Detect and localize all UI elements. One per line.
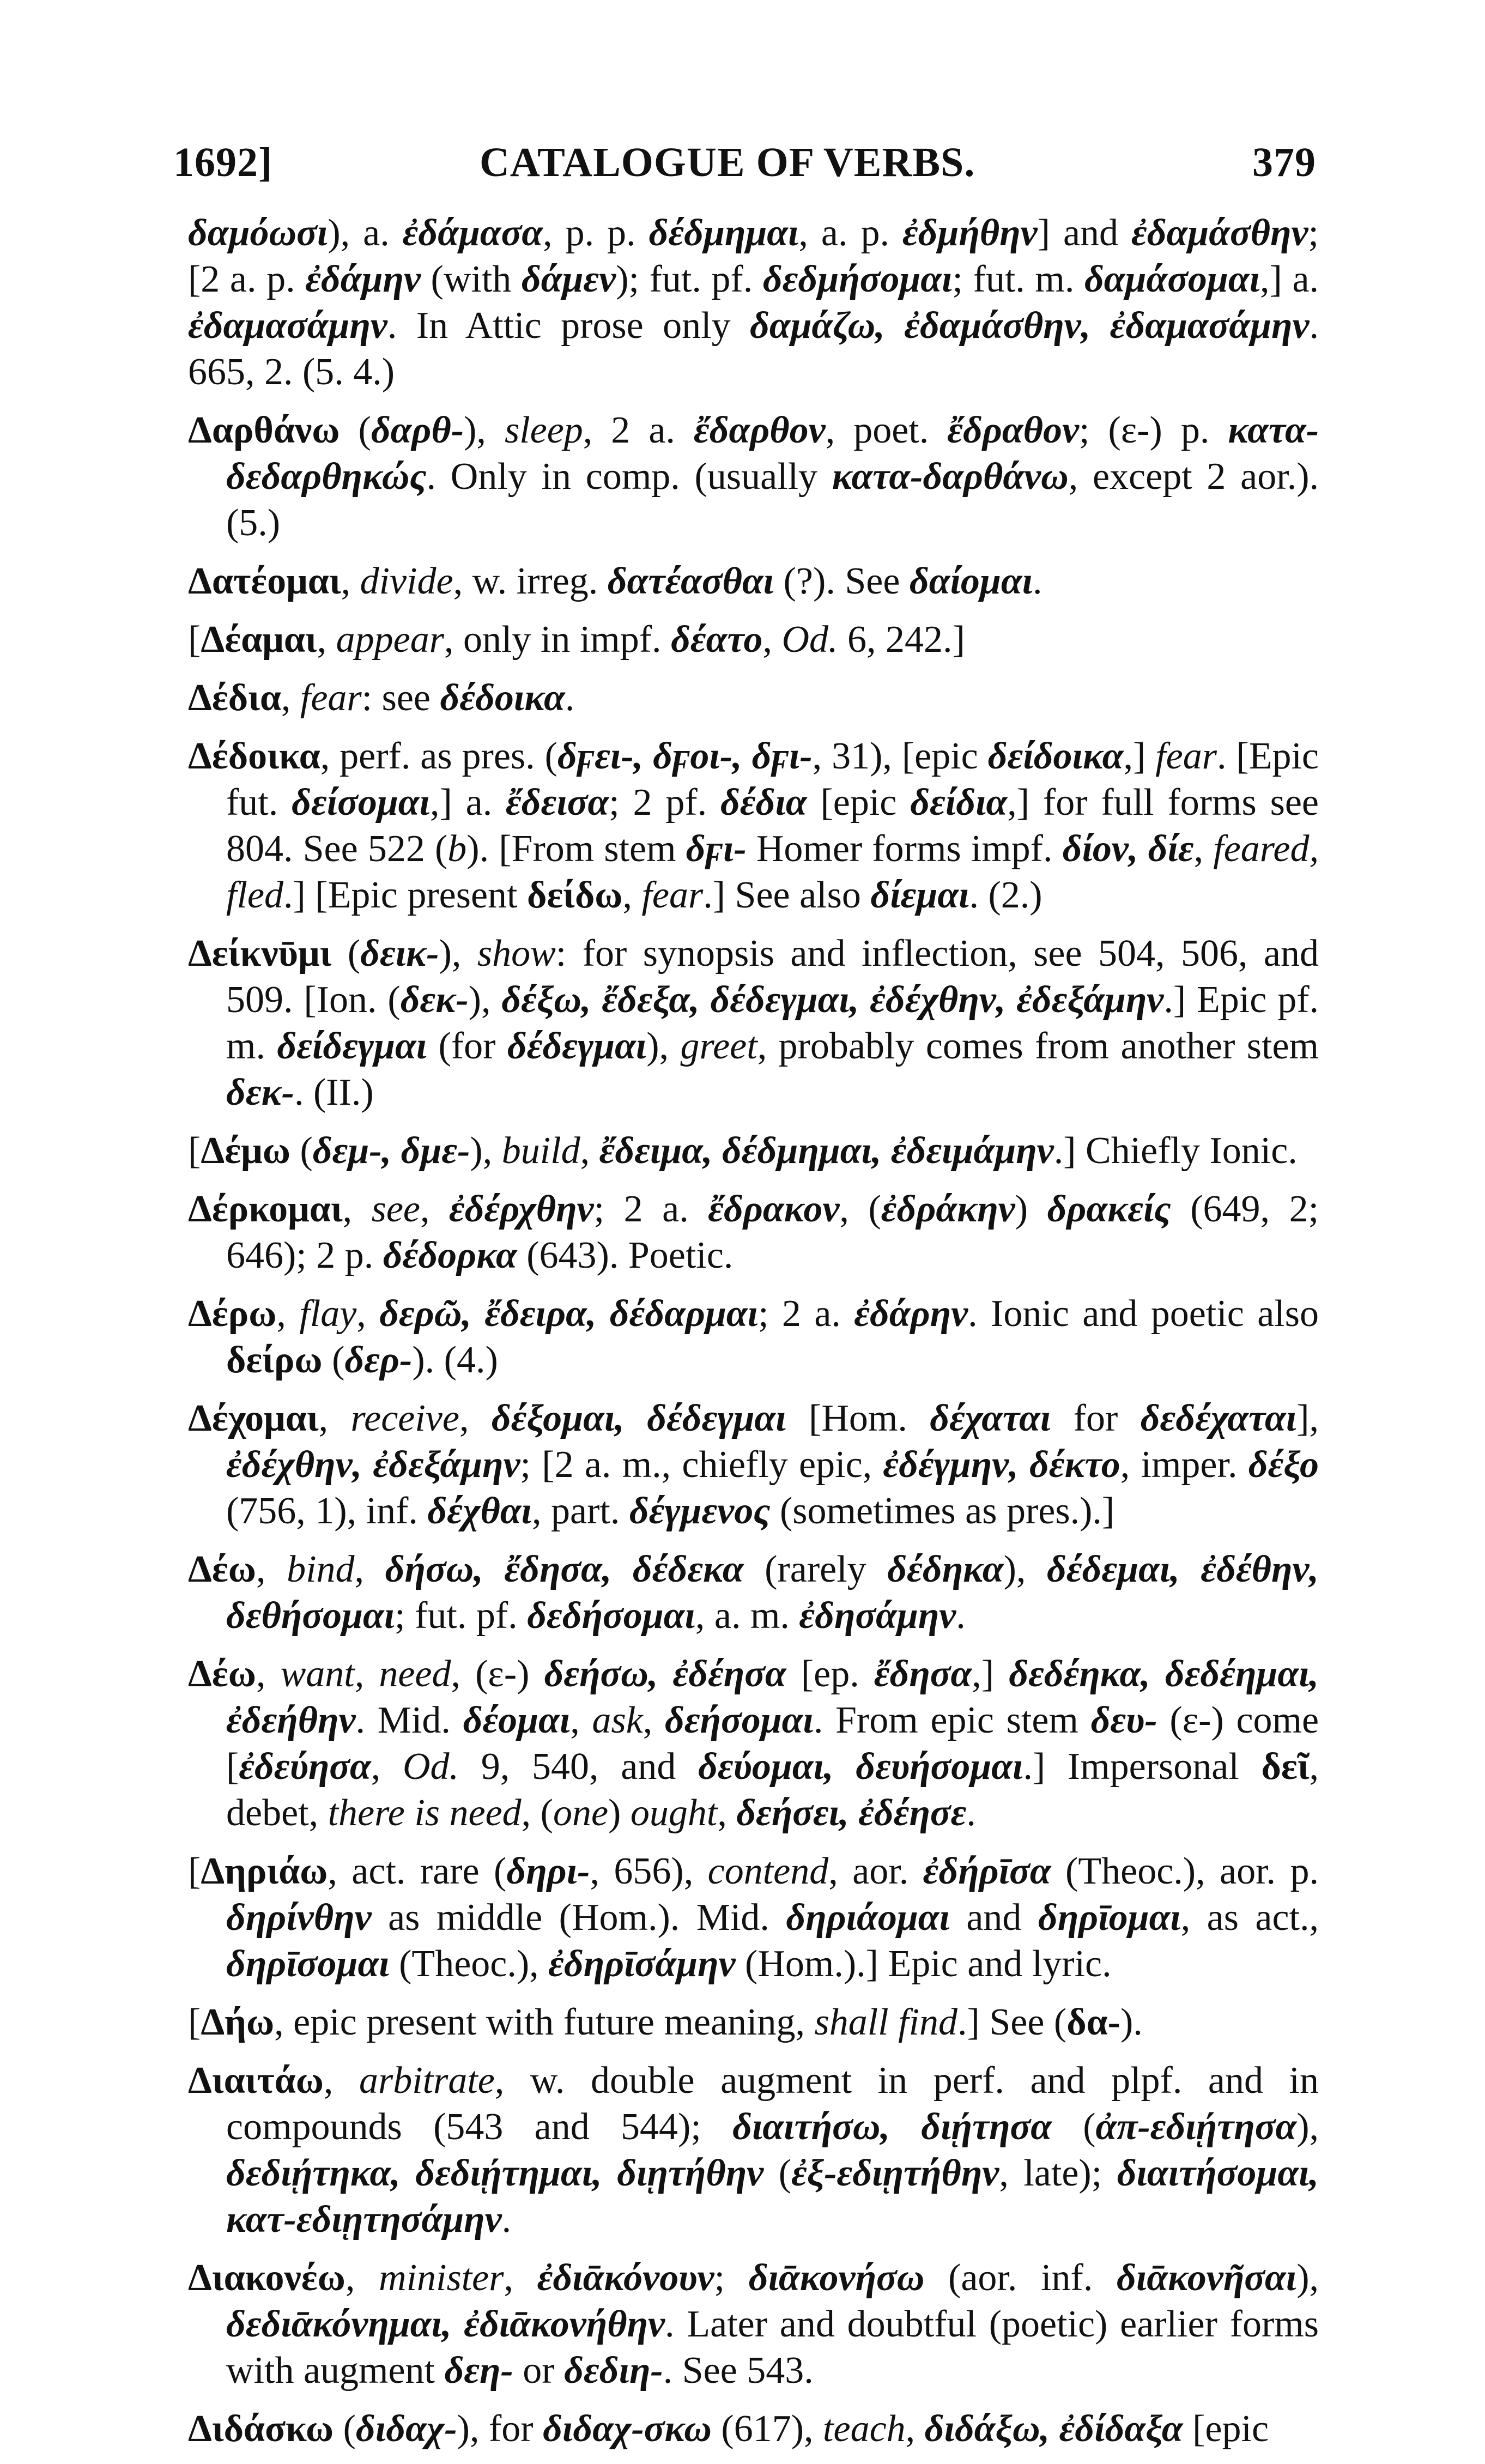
greek-form: δεήσει, ἐδέησε [736, 1792, 967, 1834]
headword: Δέδια [188, 677, 281, 719]
gloss: greet [680, 1025, 757, 1067]
entry-text: . [966, 1792, 976, 1834]
greek-form: δεήσω, ἐδέησα [544, 1653, 786, 1695]
greek-form: ἔδειμα, δέδμημαι, ἐδειμάμην [599, 1130, 1054, 1172]
entry-text: .] Epic pf. m. [226, 979, 1319, 1067]
entry-text: , p. p. [543, 212, 649, 254]
greek-form: δέδορκα [383, 1234, 517, 1276]
entry-text: ( [331, 933, 361, 974]
verb-entry [188, 2255, 1319, 2394]
entry-text: ) [608, 1792, 631, 1834]
greek-form: δίον, δίε [1062, 828, 1194, 870]
gloss: teach [823, 2408, 906, 2450]
greek-form: διᾱκονήσω [748, 2257, 925, 2299]
headword: Δέμω [201, 1130, 290, 1172]
greek-form: ἐδαμασάμην [188, 305, 387, 347]
greek-form: δεδιᾱκόνημαι, ἐδιᾱκονήθην [226, 2303, 665, 2345]
entry-text: . See 543. [663, 2350, 814, 2392]
greek-form: δαμάσομαι [1084, 258, 1260, 300]
greek-form: ἐδράκην [881, 1188, 1015, 1230]
entry-text: , late); [999, 2152, 1117, 2194]
entry-text: ] and [1037, 212, 1132, 254]
entry-text: (617), [711, 2408, 823, 2450]
verb-entry [188, 1186, 1319, 1279]
headword: Διαιτάω [188, 2060, 324, 2102]
entry-text: ), [468, 979, 502, 1021]
entry-text: ( [340, 409, 371, 451]
entry-text: (Hom.).] Epic and lyric. [735, 1943, 1112, 1985]
entry-text: . Later and doubtful (poetic) earlier forms with augment [226, 2303, 1319, 2392]
entry-text: ,] [972, 1653, 1009, 1695]
verb-entry [188, 930, 1319, 1116]
entry-text: , [1193, 828, 1214, 870]
entry-text: ( [322, 1339, 345, 1381]
entry-text: [Hom. [786, 1397, 930, 1439]
entry-text: , [420, 1188, 450, 1230]
greek-form: δηρι- [506, 1850, 590, 1892]
entry-text: , [342, 1188, 372, 1230]
entry-text: .] Chiefly Ionic. [1053, 1130, 1298, 1172]
greek-form: ἐδέγμην, δέκτο [883, 1444, 1120, 1486]
greek-form: ἐξ-εδιῃτήθην [791, 2152, 999, 2194]
greek-form: δέδοικα [440, 677, 565, 719]
entry-text: ; [2 a. p. [188, 212, 1319, 300]
entry-text: ,] a. [429, 782, 506, 824]
verb-entry [188, 1128, 1319, 1174]
headword: Δήω [201, 2001, 275, 2043]
running-title: CATALOGUE OF VERBS. [480, 140, 975, 185]
entry-text: , only in impf. [444, 619, 671, 661]
verb-entry [188, 2057, 1319, 2243]
gloss: fear [300, 677, 362, 719]
entry-text: , part. [532, 1490, 629, 1532]
entry-text: , perf. as pres. ( [320, 735, 557, 777]
entry-text: .] Impersonal [1023, 1746, 1262, 1788]
entry-text: [epic [1183, 2408, 1269, 2450]
entry-text: ), [439, 933, 477, 974]
greek-form: δευ- [1090, 1699, 1157, 1741]
entry-text: , [317, 619, 336, 661]
greek-form: ἐδηρῑσάμην [548, 1943, 736, 1985]
greek-form: δηριάομαι [786, 1897, 950, 1939]
entry-text: , ( [521, 1792, 553, 1834]
entry-text: . [501, 2199, 512, 2241]
entry-text: ; (ε-) p. [1079, 409, 1228, 451]
greek-form: δεδέχαται [1140, 1397, 1297, 1439]
entry-text: . (2.) [969, 874, 1042, 916]
entry-text: ; 2 a. [593, 1188, 708, 1230]
greek-form: δεη- [444, 2350, 513, 2392]
greek-form: δεικ- [360, 933, 439, 974]
entry-text: .] See ( [957, 2001, 1067, 2043]
entry-text: Homer forms impf. [746, 828, 1063, 870]
headword: δεῖ [1261, 1746, 1310, 1788]
entry-text: ; 2 pf. [609, 782, 721, 824]
greek-form: δεδιη- [564, 2350, 663, 2392]
greek-form: δείδεγμαι [277, 1025, 427, 1067]
entry-text: ), a. [328, 212, 403, 254]
greek-form: δηρῑομαι [1038, 1897, 1181, 1939]
verb-entry [188, 558, 1319, 604]
headword: Διακονέω [188, 2257, 346, 2299]
entry-text: (649, 2; 646); 2 p. [226, 1188, 1319, 1276]
greek-form: δέχαται [930, 1397, 1051, 1439]
greek-form: δεμ-, δμε- [312, 1130, 470, 1172]
verb-entry [188, 1395, 1319, 1534]
greek-form: ἐδέχθην, ἐδεξάμην [226, 1444, 520, 1486]
entry-text: . In Attic prose only [387, 305, 750, 347]
entry-text: , aor. [828, 1850, 923, 1892]
verb-entry [188, 210, 1319, 395]
entry-text: ). (4.) [412, 1339, 498, 1381]
greek-form: δεκ- [226, 1071, 294, 1113]
entry-text: , [276, 1293, 300, 1335]
gloss: appear [336, 619, 444, 661]
entry-text: ), for [457, 2408, 543, 2450]
greek-form: δαρθ- [371, 409, 464, 451]
gloss: see [371, 1188, 420, 1230]
entry-text: , [643, 1699, 665, 1741]
entry-text: [ [188, 1850, 201, 1892]
greek-form: ἐδησάμην [799, 1595, 956, 1637]
headword: Δέω [188, 1653, 256, 1695]
gloss: Od. [781, 619, 838, 661]
entry-text: or [513, 2350, 565, 2392]
entry-text: [epic [807, 782, 911, 824]
greek-form: ἔδεισα [506, 782, 609, 824]
headword: Διδάσκω [188, 2408, 334, 2450]
gloss: build [501, 1130, 580, 1172]
entry-text: (756, 1), inf. [226, 1490, 428, 1532]
gloss: receive [350, 1397, 459, 1439]
entry-text: . [565, 677, 575, 719]
entry-text: ) [1015, 1188, 1047, 1230]
headword: δείδω [527, 874, 623, 916]
greek-form: ἐδέρχθην [449, 1188, 594, 1230]
greek-form: δατέασθαι [607, 560, 774, 602]
entry-text: , [717, 1792, 737, 1834]
greek-form: δέξο [1248, 1444, 1319, 1486]
entry-text: , imper. [1120, 1444, 1248, 1486]
greek-form: ἔδησα [874, 1653, 972, 1695]
verb-entry [188, 1999, 1319, 2045]
entry-text: (with [420, 258, 522, 300]
gloss: Od. [402, 1746, 459, 1788]
entry-text: , [905, 2408, 925, 2450]
entry-text: ; [714, 2257, 749, 2299]
greek-form: δέδεγμαι [507, 1025, 647, 1067]
entry-text: .] [Epic present [283, 874, 528, 916]
greek-form: διδαχ-σκω [543, 2408, 712, 2450]
gloss: flay [299, 1293, 357, 1335]
entry-text: ), [464, 409, 505, 451]
entry-text: , [622, 874, 642, 916]
greek-form: δέξομαι, δέδεγμαι [491, 1397, 786, 1439]
entry-text: ,] for full forms see 804. See 522 ( [226, 782, 1319, 870]
greek-form: ἐδήρῑσα [923, 1850, 1051, 1892]
gloss: minister [379, 2257, 504, 2299]
entry-text: ), [470, 1130, 502, 1172]
entry-text: , 656), [590, 1850, 708, 1892]
entry-text: ( [763, 2152, 792, 2194]
entry-text: , w. irreg. [453, 560, 608, 602]
entry-text: , [762, 619, 782, 661]
verb-entry [188, 407, 1319, 546]
greek-form: διδάξω, ἐδίδαξα [924, 2408, 1183, 2450]
entry-text: , [459, 1397, 492, 1439]
greek-form: δεδμήσομαι [762, 258, 953, 300]
entry-text: . Only in comp. (usually [426, 456, 832, 498]
entry-text: , 2 a. [583, 409, 694, 451]
entry-text: , [341, 560, 360, 602]
greek-form: δείσομαι [292, 782, 430, 824]
entry-text: [ [188, 619, 201, 661]
headword: Δέαμαι [201, 619, 317, 661]
entry-text: . Ionic and poetic also [968, 1293, 1319, 1335]
greek-form: δάμεν [521, 258, 616, 300]
verb-entry [188, 1848, 1319, 1987]
greek-form: ἐδάμην [305, 258, 421, 300]
gloss: feared, fled [226, 828, 1319, 916]
entry-text: [ [188, 2001, 201, 2043]
entry-text: , [256, 1548, 287, 1590]
entry-text: ), [1296, 2257, 1319, 2299]
gloss: ask [592, 1699, 643, 1741]
verb-entry [188, 1651, 1319, 1836]
greek-form: διδαχ- [355, 2408, 457, 2450]
entry-text: , [504, 2257, 537, 2299]
entry-text: . (II.) [294, 1071, 374, 1113]
gloss: one [553, 1792, 609, 1834]
greek-form: ἔδρακον [708, 1188, 840, 1230]
entry-text: ; [2 a. m., chiefly epic, [520, 1444, 883, 1486]
entry-text: (sometimes as pres.).] [770, 1490, 1115, 1532]
greek-form: διαιτήσομαι, κατ-εδιῃτησάμην [226, 2152, 1319, 2241]
page-header [0, 0, 1485, 185]
greek-form: ἐδιᾱκόνουν [537, 2257, 714, 2299]
entry-text: , [318, 1397, 351, 1439]
entry-text: , [354, 1548, 385, 1590]
greek-form: ἐδάρην [854, 1293, 968, 1335]
gloss: sleep [504, 409, 583, 451]
headword: Δηριάω [201, 1850, 328, 1892]
headword: δείρω [226, 1339, 323, 1381]
entry-text: ,] a. [1260, 258, 1319, 300]
entry-text: , act. rare ( [328, 1850, 507, 1892]
headword: Δαρθάνω [188, 409, 340, 451]
gloss: contend [707, 1850, 829, 1892]
greek-form: ἐδάμασα [402, 212, 543, 254]
verb-entry [188, 675, 1319, 721]
entry-text: (643). Poetic. [517, 1234, 734, 1276]
greek-form: ἐδεύησα [239, 1746, 371, 1788]
greek-form: ἔδραθον [947, 409, 1080, 451]
entry-text: as middle (Hom.). Mid. [371, 1897, 786, 1939]
headword: δα- [1066, 2001, 1120, 2043]
greek-form: δέομαι [463, 1699, 571, 1741]
greek-form: δέχθαι [427, 1490, 532, 1532]
greek-form: διαιτήσω, διῄτησα [732, 2106, 1052, 2148]
entry-text: ; 2 a. [758, 1293, 854, 1335]
section-number: 1692] [173, 140, 273, 185]
verb-entry [188, 2406, 1319, 2452]
greek-form: δαμάζω, ἐδαμάσθην, ἐδαμασάμην [750, 305, 1310, 347]
greek-form: δέδμημαι [648, 212, 799, 254]
verb-entry [188, 733, 1319, 918]
headword: Δέω [188, 1548, 256, 1590]
entry-text: , [256, 1653, 281, 1695]
entry-text: : for synopsis and inflection, see 504, 506, and 509. [Ion. ( [226, 933, 1319, 1021]
greek-form: δεκ- [400, 979, 469, 1021]
entry-text: , debet, [226, 1746, 1319, 1834]
entry-text: (ε-) come [ [226, 1699, 1319, 1788]
entry-text: : see [361, 677, 440, 719]
entry-text: [ [188, 1130, 201, 1172]
greek-form: δρακείς [1047, 1188, 1171, 1230]
entry-text: , [371, 1746, 403, 1788]
greek-form: κατα-δαρθάνω [832, 456, 1069, 498]
entry-text: ), [1296, 2106, 1319, 2148]
entry-text: , ( [839, 1188, 881, 1230]
page-number: 379 [1252, 140, 1316, 185]
entry-text: (Theoc.), [389, 1943, 549, 1985]
gloss: want, need [280, 1653, 451, 1695]
greek-form: ἀπ-εδιῄτησα [1095, 2106, 1297, 2148]
entry-text: [ep. [786, 1653, 874, 1695]
entry-text: , as act., [1180, 1897, 1319, 1939]
entry-text: . [1033, 560, 1042, 602]
gloss: there is need [328, 1792, 522, 1834]
entry-text: ( [1051, 2106, 1096, 2148]
entry-text: ( [334, 2408, 356, 2450]
headword: Δέχομαι [188, 1397, 319, 1439]
verb-entry [188, 1546, 1319, 1639]
gloss: ought [630, 1792, 718, 1834]
greek-form: δέδεμαι, ἐδέθην, δεθήσομαι [226, 1548, 1319, 1637]
greek-form: δηρῑσομαι [226, 1943, 390, 1985]
greek-form: ἐδαμάσθην [1131, 212, 1308, 254]
greek-form: δεδιῄτηκα, δεδιῄτημαι, διῃτήθην [226, 2152, 764, 2194]
greek-form: δήσω, ἔδησα, δέδεκα [385, 1548, 744, 1590]
entry-text: (rarely [743, 1548, 888, 1590]
greek-form: δαμόωσι [188, 212, 328, 254]
entry-text: (?). See [774, 560, 910, 602]
entry-text: ; fut. m. [952, 258, 1084, 300]
entry-text: , [323, 2060, 359, 2102]
greek-form: δίεμαι [870, 874, 969, 916]
entry-text: . Mid. [355, 1699, 463, 1741]
greek-form: δεδέηκα, δεδέημαι, ἐδεήθην [226, 1653, 1319, 1741]
entry-text: ,] [1123, 735, 1156, 777]
entry-text: (for [427, 1025, 507, 1067]
entry-text: . 665, 2. (5. 4.) [188, 305, 1319, 393]
greek-form: δέδηκα [887, 1548, 1004, 1590]
greek-form: δερ- [344, 1339, 413, 1381]
entry-text: , 31), [epic [812, 735, 988, 777]
greek-form: δείδοικα [987, 735, 1124, 777]
greek-form: δερῶ, ἔδειρα, δέδαρμαι [379, 1293, 759, 1335]
verb-entry [188, 616, 1319, 663]
entry-text: and [949, 1897, 1038, 1939]
greek-form: ἔδαρθον [693, 409, 826, 451]
entry-text: ); fut. pf. [616, 258, 763, 300]
entry-text: , [356, 1293, 380, 1335]
gloss: divide [360, 560, 453, 602]
greek-form: δείδια [910, 782, 1008, 824]
gloss: arbitrate [359, 2060, 495, 2102]
greek-form: δϝι- [686, 828, 747, 870]
greek-form: δεύομαι, δευήσομαι [698, 1746, 1023, 1788]
entry-text: 9, 540, and [459, 1746, 699, 1788]
entry-text: ), [646, 1025, 681, 1067]
headword: Δείκνῡμι [188, 933, 332, 974]
entry-text: ], [1296, 1397, 1319, 1439]
greek-form: δεήσομαι [664, 1699, 814, 1741]
headword: Δέδοικα [188, 735, 320, 777]
gloss: fear [641, 874, 704, 916]
entry-text: for [1051, 1397, 1141, 1439]
greek-form: δέδια [720, 782, 807, 824]
entry-text: , [570, 1699, 592, 1741]
gloss: show [477, 933, 556, 974]
greek-form: δϝει-, δϝοι-, δϝι- [557, 735, 813, 777]
entry-text: , probably comes from another stem [757, 1025, 1319, 1067]
entry-text: , w. double augment in perf. and plpf. and in compounds (543 and 544); [226, 2060, 1319, 2148]
entry-text: ). [1120, 2001, 1143, 2043]
entry-text: .] See also [703, 874, 871, 916]
entry-text: ; fut. pf. [395, 1595, 528, 1637]
entry-text: ). [From stem [466, 828, 686, 870]
greek-form: δεδήσομαι [527, 1595, 695, 1637]
headword: Δέρκομαι [188, 1188, 343, 1230]
greek-form: δέγμενος [629, 1490, 771, 1532]
entry-text: , poet. [825, 409, 948, 451]
greek-form: δέατο [671, 619, 763, 661]
gloss: shall find [814, 2001, 958, 2043]
entry-text: , [580, 1130, 599, 1172]
greek-form: δηρίνθην [226, 1897, 372, 1939]
entry-text: . [956, 1595, 966, 1637]
entry-text: , a. m. [695, 1595, 799, 1637]
greek-form: δέξω, ἔδεξα, δέδεγμαι, ἐδέχθην, ἐδεξάμην [501, 979, 1164, 1021]
entry-text: . [Epic fut. [226, 735, 1319, 824]
entry-text: ( [290, 1130, 313, 1172]
entry-text: , a. p. [798, 212, 902, 254]
entry-text: (Theoc.), aor. p. [1051, 1850, 1319, 1892]
headword: Δατέομαι [188, 560, 341, 602]
greek-form: διᾱκονῆσαι [1117, 2257, 1297, 2299]
entry-text: . From epic stem [813, 1699, 1091, 1741]
entry-text: , [281, 677, 300, 719]
verb-catalogue [188, 210, 1319, 2464]
entry-text: , except 2 aor.). (5.) [226, 456, 1319, 544]
gloss: b [447, 828, 467, 870]
greek-form: κατα-δεδαρθηκώς [226, 409, 1319, 498]
entry-text: 6, 242.] [838, 619, 965, 661]
entry-text: , (ε-) [451, 1653, 544, 1695]
headword: Δέρω [188, 1293, 277, 1335]
greek-form: δαίομαι [909, 560, 1033, 602]
entry-text: ), [1003, 1548, 1047, 1590]
greek-form: ἐδμήθην [902, 212, 1038, 254]
verb-entry [188, 1291, 1319, 1383]
entry-text: , [345, 2257, 379, 2299]
gloss: fear [1155, 735, 1217, 777]
gloss: bind [287, 1548, 355, 1590]
entry-text: (aor. inf. [924, 2257, 1117, 2299]
entry-text: , epic present with future meaning, [274, 2001, 815, 2043]
